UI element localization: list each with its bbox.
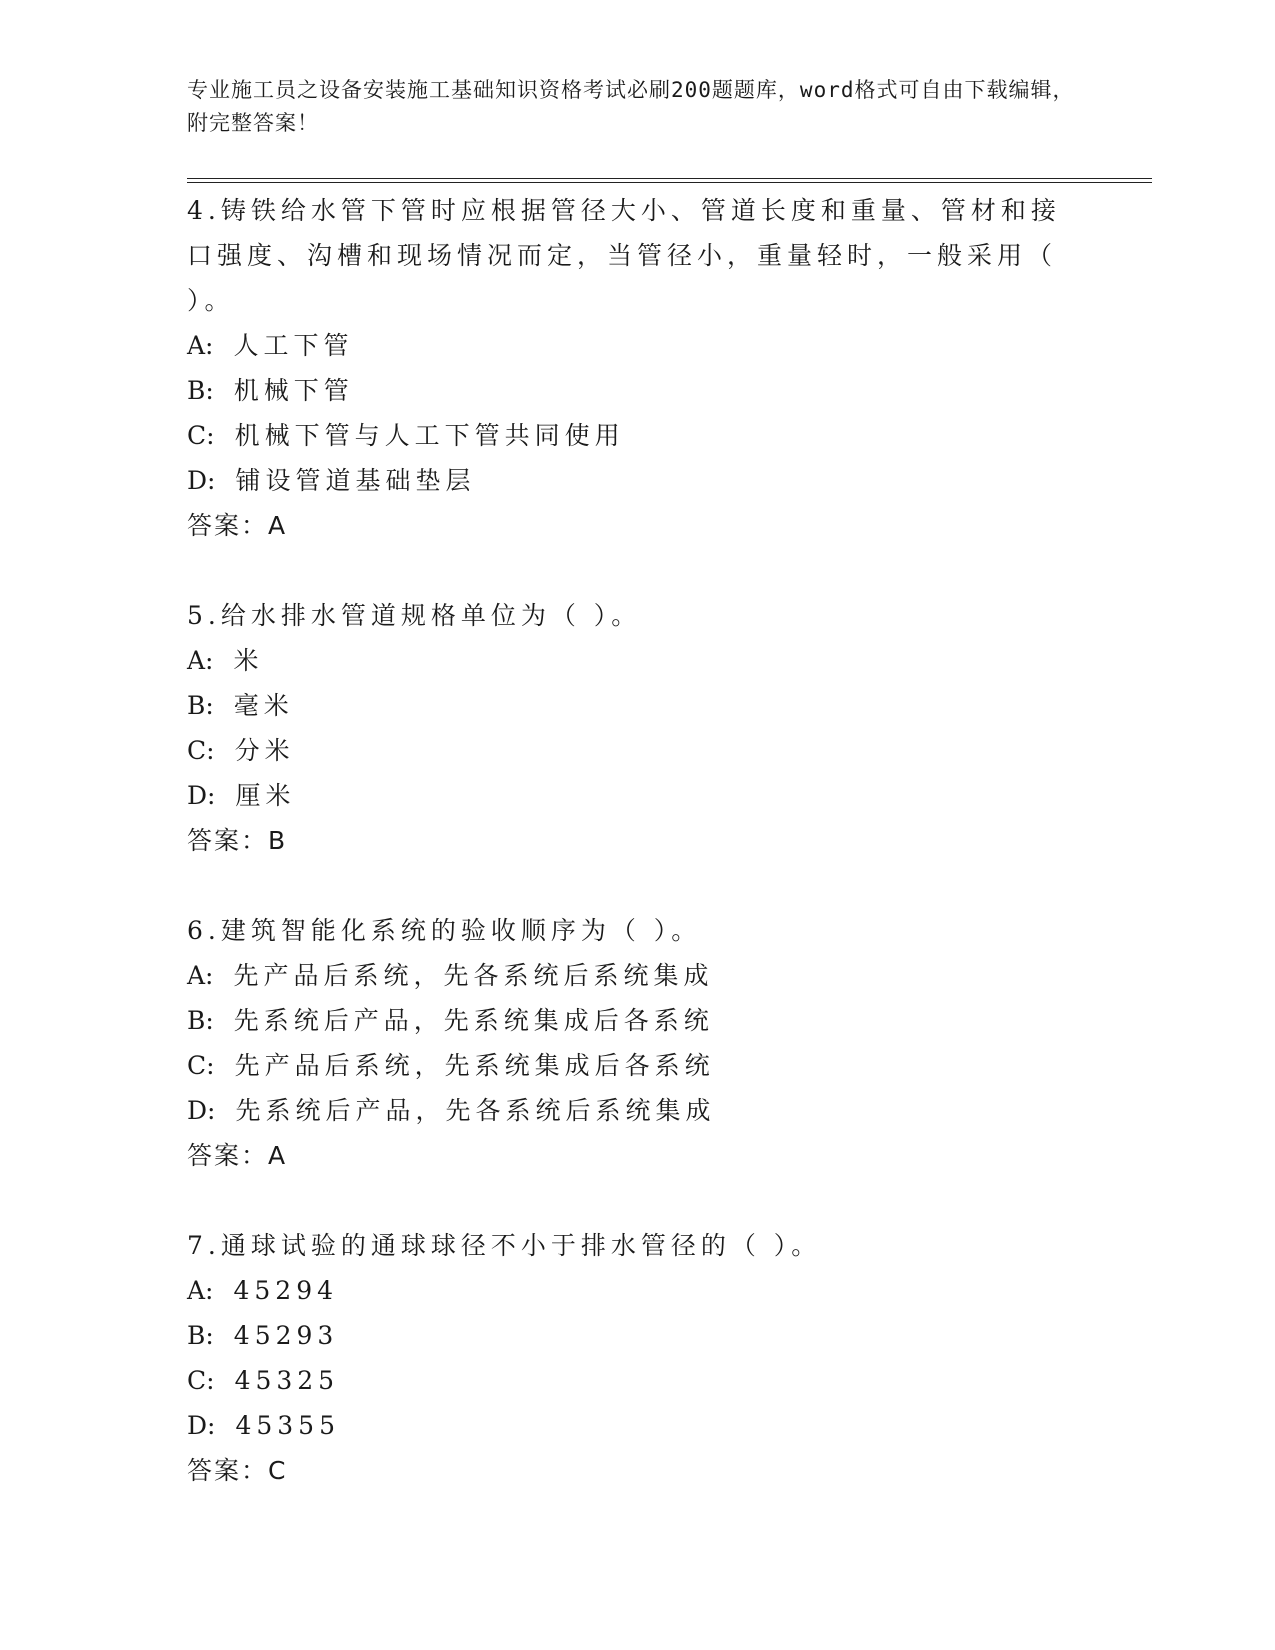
option-text: 45325 bbox=[234, 1366, 340, 1395]
option-text: 米 bbox=[233, 646, 264, 675]
question-stem: 4.铸铁给水管下管时应根据管径大小、管道长度和重量、管材和接口强度、沟槽和现场情况而定，当管径小，重量轻时，一般采用（ ）。 bbox=[187, 196, 1061, 315]
answer-line: 答案：A bbox=[187, 1141, 288, 1170]
option-letter: A: bbox=[187, 961, 214, 990]
option-letter: A: bbox=[187, 646, 214, 675]
question-stem: 7.通球试验的通球球径不小于排水管径的（ ）。 bbox=[187, 1231, 822, 1260]
option-c bbox=[187, 1358, 1087, 1403]
option-letter: B: bbox=[187, 1006, 214, 1035]
option-b bbox=[187, 368, 1087, 413]
option-letter: A: bbox=[187, 331, 214, 360]
option-letter: C: bbox=[187, 1366, 215, 1395]
option-d bbox=[187, 1403, 1087, 1448]
answer-line: 答案：C bbox=[187, 1456, 288, 1485]
option-text: 铺设管道基础垫层 bbox=[235, 466, 476, 495]
answer-line: 答案：B bbox=[187, 826, 288, 855]
header-divider-bottom bbox=[187, 182, 1152, 183]
option-letter: D: bbox=[187, 466, 216, 495]
option-a bbox=[187, 323, 1087, 368]
option-text: 45293 bbox=[233, 1321, 339, 1350]
option-d bbox=[187, 773, 1087, 818]
option-letter: B: bbox=[187, 1321, 214, 1350]
option-letter: B: bbox=[187, 691, 214, 720]
option-a bbox=[187, 953, 1087, 998]
option-text: 45294 bbox=[233, 1276, 339, 1305]
option-c bbox=[187, 413, 1087, 458]
option-text: 人工下管 bbox=[233, 331, 354, 360]
option-text: 机械下管与人工下管共同使用 bbox=[234, 421, 625, 450]
option-text: 机械下管 bbox=[233, 376, 354, 405]
question-stem: 6.建筑智能化系统的验收顺序为（ ）。 bbox=[187, 916, 702, 945]
option-text: 先产品后系统，先系统集成后各系统 bbox=[234, 1051, 715, 1080]
option-c bbox=[187, 1043, 1087, 1088]
option-letter: D: bbox=[187, 1411, 216, 1440]
option-d bbox=[187, 1088, 1087, 1133]
option-letter: B: bbox=[187, 376, 214, 405]
question-stem: 5.给水排水管道规格单位为（ ）。 bbox=[187, 601, 642, 630]
option-text: 毫米 bbox=[233, 691, 294, 720]
option-text: 45355 bbox=[235, 1411, 340, 1440]
option-text: 先系统后产品，先各系统后系统集成 bbox=[235, 1096, 716, 1125]
answer-line: 答案：A bbox=[187, 511, 288, 540]
question-6 bbox=[187, 908, 1087, 1178]
option-letter: A: bbox=[187, 1276, 214, 1305]
option-b bbox=[187, 998, 1087, 1043]
option-text: 先系统后产品，先系统集成后各系统 bbox=[233, 1006, 714, 1035]
option-letter: C: bbox=[187, 736, 215, 765]
option-text: 分米 bbox=[234, 736, 295, 765]
option-text: 先产品后系统，先各系统后系统集成 bbox=[233, 961, 714, 990]
option-text: 厘米 bbox=[235, 781, 296, 810]
option-b bbox=[187, 1313, 1087, 1358]
option-c bbox=[187, 728, 1087, 773]
question-5 bbox=[187, 593, 1087, 863]
option-letter: D: bbox=[187, 1096, 216, 1125]
option-letter: C: bbox=[187, 421, 215, 450]
option-a bbox=[187, 638, 1087, 683]
option-b bbox=[187, 683, 1087, 728]
option-a bbox=[187, 1268, 1087, 1313]
header-divider-top bbox=[187, 178, 1152, 179]
question-list bbox=[187, 188, 1087, 1493]
document-header: 专业施工员之设备安装施工基础知识资格考试必刷200题题库，word格式可自由下载编辑，附完整答案！ bbox=[187, 78, 1075, 135]
question-4 bbox=[187, 188, 1087, 548]
option-letter: C: bbox=[187, 1051, 215, 1080]
question-7 bbox=[187, 1223, 1087, 1493]
option-d bbox=[187, 458, 1087, 503]
option-letter: D: bbox=[187, 781, 216, 810]
